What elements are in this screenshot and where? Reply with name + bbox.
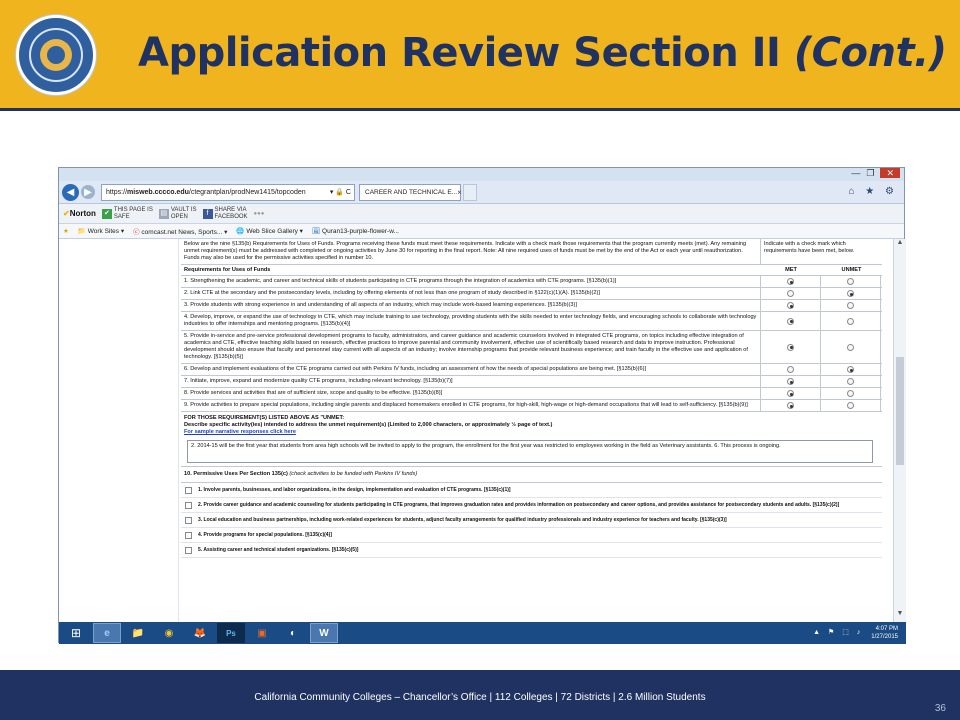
requirements-header	[181, 265, 882, 276]
permissive-text: 1. Involve parents, businesses, and labor organizations, in the design, implementation and evaluation of CTE programs. [§135(c)(1)]	[198, 486, 511, 493]
taskbar-word-icon[interactable]: W	[310, 623, 338, 643]
indicate-text: Indicate with a check mark which requirements have been met, below.	[764, 241, 855, 254]
requirement-row	[181, 400, 882, 412]
unmet-radio[interactable]	[847, 290, 854, 297]
permissive-row	[181, 528, 882, 543]
met-radio[interactable]	[787, 344, 794, 351]
taskbar-office-icon[interactable]: ▣	[257, 627, 267, 639]
requirement-row	[181, 364, 882, 376]
permissive-text: 4. Provide programs for special populations. [§135(c)(4)]	[198, 531, 332, 538]
col-met: MET	[785, 266, 797, 273]
slide-header	[0, 0, 960, 111]
met-radio[interactable]	[787, 290, 794, 297]
unmet-radio[interactable]	[847, 344, 854, 351]
tab-close-icon[interactable]: ×	[457, 187, 462, 197]
permissive-checkbox[interactable]	[185, 517, 192, 524]
unmet-radio[interactable]	[847, 318, 854, 325]
taskbar-explorer-icon[interactable]: 📁	[131, 627, 145, 639]
requirement-row	[181, 276, 882, 288]
new-tab-button[interactable]	[463, 184, 477, 201]
left-gutter	[59, 239, 179, 622]
met-radio[interactable]	[787, 378, 794, 385]
requirement-row	[181, 388, 882, 400]
tab-label: CAREER AND TECHNICAL E...	[365, 188, 458, 196]
requirement-text: 9. Provide activities to prepare special populations, including single parents and displaced homemakers enrolled in CTE programs, for high-skill, high-wage or high-demand occupations that will lead to self-sufficiency. [§135(b)(9)]	[181, 400, 761, 411]
requirements-list	[181, 276, 882, 412]
met-radio[interactable]	[787, 366, 794, 373]
intro-row	[181, 239, 882, 265]
unmet-radio[interactable]	[847, 302, 854, 309]
favorite-item[interactable]: 📁 Work Sites ▾	[77, 228, 125, 235]
close-icon: ✕	[880, 168, 900, 178]
taskbar-app2-icon[interactable]: ◐	[289, 627, 297, 639]
windows-taskbar	[59, 622, 906, 644]
favorite-item[interactable]: ★	[63, 228, 69, 235]
back-arrow-icon[interactable]: ◀	[62, 184, 79, 201]
col-unmet: UNMET	[841, 266, 862, 273]
permissive-text: 5. Assisting career and technical student organizations. [§135(c)(5)]	[198, 546, 359, 553]
favorite-item[interactable]: 🌐 Web Slice Gallery ▾	[236, 228, 303, 235]
vault-icon: ▤	[160, 210, 168, 217]
permissive-text: 3. Local education and business partnerships, including work-related experiences for students, adjunct faculty arrangements for qualified industry professionals and industry experience for teachers and faculty. [§135(c)(3)]	[198, 516, 727, 523]
scroll-up-icon: ▲	[896, 239, 904, 246]
address-bar-row	[59, 181, 904, 204]
permissive-checkbox[interactable]	[185, 502, 192, 509]
requirement-text: 5. Provide in-service and pre-service professional development programs to faculty, administrators, and career guidance and academic counselors involved in integrated CTE programs, on topics including effective integration of academics and CTE, effective teaching skills based on research, effective practices to improve parental and community involvement, effective use of scientifically based research and data to improve instruction. Professional development should also ensure that faculty and personnel stay current with all aspects of an industry; involve internship programs that provide relevant business experience; and train faculty in the effective use and application of technology. [§135(b)(5)]	[181, 331, 761, 363]
taskbar-app-icon[interactable]: 🦊	[193, 627, 207, 639]
california-community-colleges-logo	[16, 15, 96, 95]
favorites-bar	[59, 224, 904, 239]
facebook-icon: f	[203, 209, 213, 219]
scroll-down-icon: ▼	[896, 610, 904, 617]
unmet-describe: Describe specific activity(ies) intended to address the unmet requirement(s) (Limited to 2,000 characters, or approximately ½ page of text.)	[184, 422, 553, 428]
requirement-text: 8. Provide services and activities that are of sufficient size, scope and quality to be effective. [§135(b)(8)]	[181, 388, 761, 399]
requirement-text: 7. Initiate, improve, expand and modernize quality CTE programs, including relevant technology. [§135(b)(7)]	[181, 376, 761, 387]
permissive-checkbox[interactable]	[185, 532, 192, 539]
permissive-row	[181, 498, 882, 513]
norton-vault-button[interactable]: ▤ VAULT IS OPEN	[160, 206, 197, 220]
unmet-radio[interactable]	[847, 278, 854, 285]
met-radio[interactable]	[787, 402, 794, 409]
taskbar-ie-icon[interactable]: e	[93, 623, 121, 643]
requirement-text: 3. Provide students with strong experience in and understanding of all aspects of an industry, which may include work-based learning experiences. [§135(b)(3)]	[181, 300, 761, 311]
check-icon: ✔	[102, 209, 112, 219]
sample-narrative-link[interactable]: For sample narrative responses click here	[184, 429, 296, 435]
norton-more-icon[interactable]: ●●●	[253, 210, 265, 217]
permissive-row	[181, 543, 882, 558]
requirement-row	[181, 300, 882, 312]
favorite-item[interactable]: ⓒ comcast.net News, Sports... ▾	[133, 228, 228, 236]
browser-screenshot	[58, 167, 905, 643]
form-pane	[181, 239, 882, 622]
met-radio[interactable]	[787, 318, 794, 325]
requirement-text: 6. Develop and implement evaluations of the CTE programs carried out with Perkins IV funds, including an assessment of how the needs of special populations are being met. [§135(b)(6)]	[181, 364, 761, 375]
footer-text: California Community Colleges – Chancellor’s Office | 112 Colleges | 72 Districts | 2.6 Million Students	[254, 692, 706, 703]
vertical-scrollbar[interactable]	[893, 239, 906, 622]
forward-arrow-icon[interactable]: ▶	[81, 185, 95, 199]
unmet-radio[interactable]	[847, 366, 854, 373]
requirement-row	[181, 331, 882, 364]
slide-footer	[0, 670, 960, 720]
start-button[interactable]: ⊞	[70, 626, 82, 640]
met-radio[interactable]	[787, 390, 794, 397]
slide-title: Application Review Section II (Cont.)	[138, 30, 947, 76]
unmet-heading: FOR THOSE REQUIREMENT(S) LISTED ABOVE AS "UNMET:	[184, 415, 345, 421]
permissive-checkbox[interactable]	[185, 487, 192, 494]
unmet-radio[interactable]	[847, 390, 854, 397]
unmet-section	[181, 412, 882, 463]
window-controls[interactable]: —❐ ✕	[851, 168, 900, 179]
norton-safe-button[interactable]: ✔ THIS PAGE IS SAFE	[102, 207, 153, 221]
requirement-text: 2. Link CTE at the secondary and the postsecondary levels, including by offering elements of not less than one program of study described in §122(c)(1)(A). [§135(b)(2)]	[181, 288, 761, 299]
permissive-heading: 10. Permissive Uses Per Section 135(c) (check activities to be funded with Perkins IV funds)	[181, 466, 882, 483]
permissive-text: 2. Provide career guidance and academic counseling for students participating in CTE programs, that improves graduation rates and provides information on postsecondary and career options, and provides assistance for postsecondary students and adults. [§135(c)(2)]	[198, 501, 840, 508]
met-radio[interactable]	[787, 278, 794, 285]
unmet-response-textarea[interactable]: 2. 2014-15 will be the first year that students from area high schools will be invited to apply to the program, the enrollment for the first year was restricted to employees working in the field as Veterinary assistants. 6. This process is ongoing.	[187, 440, 873, 463]
requirement-text: 1. Strengthening the academic, and career and technical skills of students participating in CTE programs through the integration of academics with CTE programs. [§135(b)(1)]	[181, 276, 761, 287]
permissive-row	[181, 483, 882, 498]
col-requirements: Requirements for Uses of Funds	[184, 266, 271, 273]
window-titlebar	[59, 168, 904, 181]
tray-icons[interactable]: ▲ ⚑ ⬚ ♪	[813, 629, 864, 636]
permissive-row	[181, 513, 882, 528]
requirement-text: 4. Develop, improve, or expand the use of technology in CTE, which may include training to use technology, providing students with the skills needed to enter technology fields, and encouraging schools to collaborate with technology industries to offer internships and mentoring programs. [§135(b)(4)]	[181, 312, 761, 330]
system-tray	[813, 625, 898, 641]
page-number: 36	[934, 703, 946, 714]
permissive-list	[181, 483, 882, 558]
url-input[interactable]: https:// misweb.cccco.edu /ctegrantplan/prodNew1415/topcoden ▾ 🔒 C	[101, 184, 355, 201]
met-radio[interactable]	[787, 302, 794, 309]
clock[interactable]: 4:07 PM 1/27/2015	[871, 626, 898, 640]
norton-toolbar	[59, 204, 904, 224]
page-content	[59, 239, 906, 622]
browser-tab[interactable]	[359, 184, 461, 201]
permissive-checkbox[interactable]	[185, 547, 192, 554]
requirement-row	[181, 312, 882, 331]
scroll-thumb	[896, 357, 904, 465]
norton-facebook-button[interactable]: f SHARE VIA FACEBOOK	[203, 207, 248, 221]
home-favorites-settings-icons[interactable]: ⌂ ★ ⚙	[848, 186, 898, 197]
norton-logo: ✔Norton	[63, 209, 96, 218]
intro-text: Below are the nine §135(b) Requirements for Uses of Funds. Programs receiving these funds must meet these requirements. Indicate with a check mark those requirements that the program currently meets (met). Any remaining unmet requirement(s) must be addressed with completed or ongoing activities by June 30 for reporting in the final report. Note: All nine required uses of funds must be met by the end of the Act or each year until reauthorization. Funds may also be used for the permissive activities specified in number 10.	[181, 239, 761, 264]
unmet-radio[interactable]	[847, 378, 854, 385]
requirement-row	[181, 376, 882, 388]
requirement-row	[181, 288, 882, 300]
favorite-item[interactable]: 🖼 Quran13-purple-flower-w...	[311, 228, 399, 235]
unmet-radio[interactable]	[847, 402, 854, 409]
taskbar-chrome-icon[interactable]: ◉	[164, 627, 174, 639]
taskbar-photoshop-icon[interactable]: Ps	[217, 623, 245, 643]
